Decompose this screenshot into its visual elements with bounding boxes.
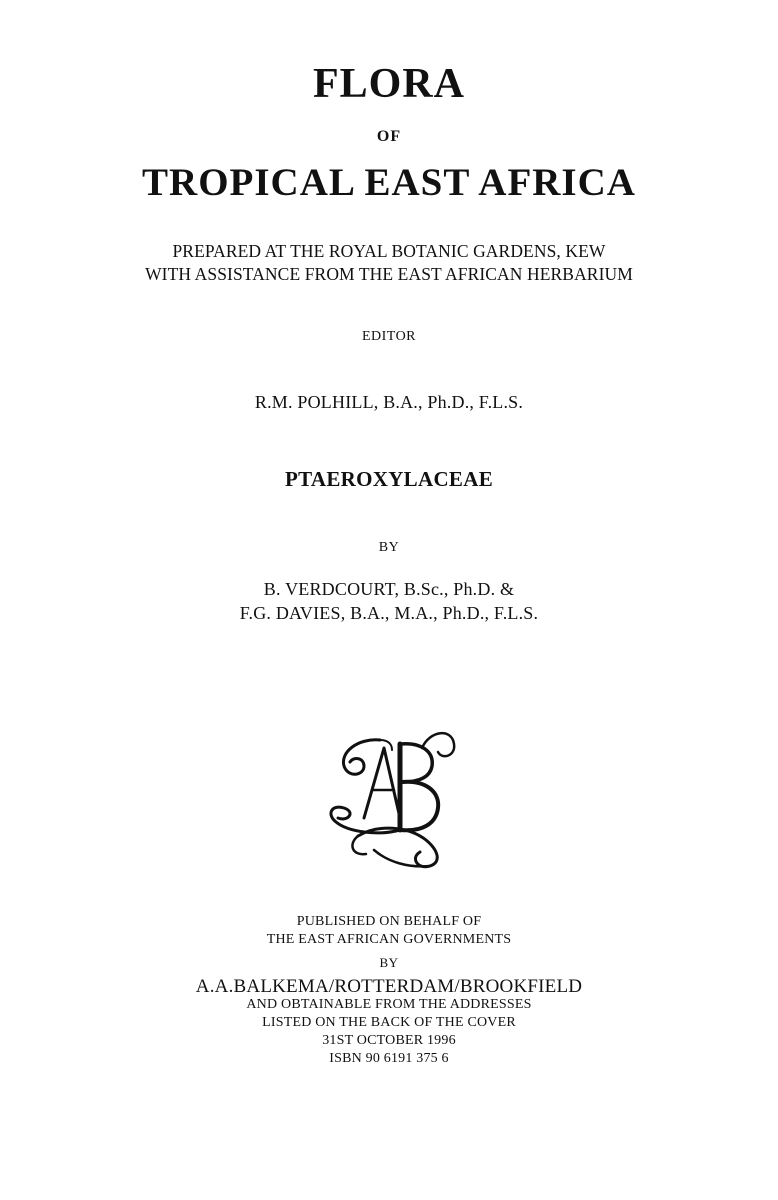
author-line-2: F.G. DAVIES, B.A., M.A., Ph.D., F.L.S. [239, 603, 539, 623]
editor-name: R.M. POLHILL, B.A., Ph.D., F.L.S. [254, 392, 524, 412]
family-name: PTAEROXYLACEAE [285, 467, 493, 491]
publication-line-2: THE EAST AFRICAN GOVERNMENTS [266, 932, 512, 947]
prepared-line-2: WITH ASSISTANCE FROM THE EAST AFRICAN HERBARIUM [145, 264, 633, 284]
book-subtitle: TROPICAL EAST AFRICA [142, 161, 636, 204]
book-title: FLORA [313, 61, 465, 107]
author-line-1: B. VERDCOURT, B.Sc., Ph.D. & [263, 579, 515, 599]
publication-date: 31ST OCTOBER 1996 [322, 1033, 456, 1048]
book-title-connector: OF [376, 128, 402, 145]
publisher-name: A.A.BALKEMA/ROTTERDAM/BROOKFIELD [195, 976, 583, 997]
prepared-line-1: PREPARED AT THE ROYAL BOTANIC GARDENS, KEW [172, 241, 606, 261]
isbn: ISBN 90 6191 375 6 [329, 1051, 449, 1066]
publication-by-label: BY [379, 955, 399, 970]
publication-line-3: AND OBTAINABLE FROM THE ADDRESSES [246, 997, 532, 1012]
publisher-monogram-icon [318, 718, 466, 878]
publication-line-4: LISTED ON THE BACK OF THE COVER [262, 1015, 516, 1030]
editor-label: EDITOR [361, 329, 417, 344]
publication-line-1: PUBLISHED ON BEHALF OF [296, 914, 482, 929]
authors-by-label: BY [378, 540, 400, 555]
